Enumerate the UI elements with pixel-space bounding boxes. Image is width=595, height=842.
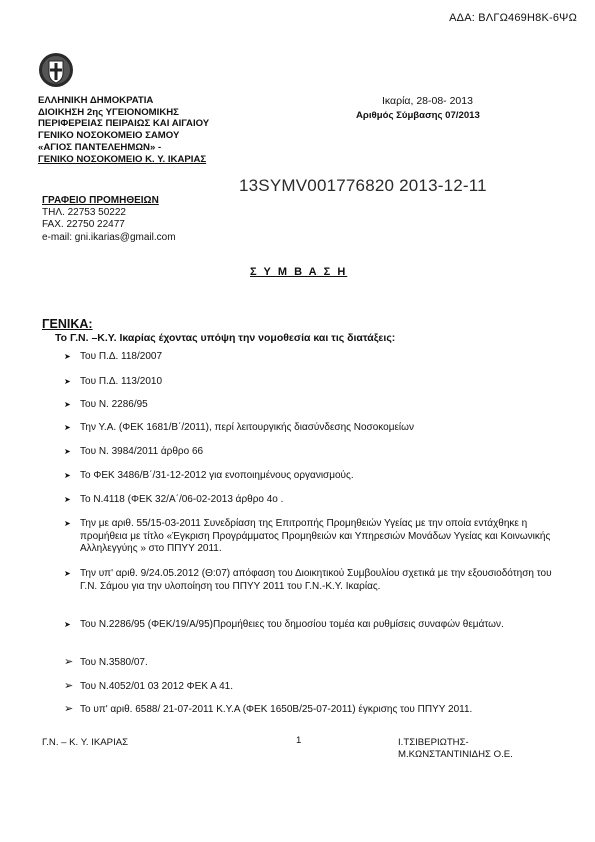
list-item: ➤ Την με αριθ. 55/15-03-2011 Συνεδρίαση της Επιτροπής Προμηθειών Υγείας με την οποία εντάχθηκε η προμήθεια με τίτλο «Έγκριση Προγράμματος Προμηθειών και Υπηρεσιών Μονάδων Υγείας και Κοινωνικής Αλληλεγγύης » στο ΠΠΥΥ 2011. (64, 518, 551, 554)
bullet-arrow-icon: ➤ (64, 377, 71, 386)
bullet-arrow-icon: ➤ (64, 447, 71, 456)
list-item: ➤ Του Π.Δ. 113/2010 (64, 376, 163, 387)
office-email: e-mail: gni.ikarias@gmail.com (42, 231, 176, 243)
section-intro: Το Γ.Ν. –Κ.Υ. Ικαρίας έχοντας υπόψη την νομοθεσία και τις διατάξεις: (55, 332, 396, 344)
footer-hospital: Γ.Ν. – Κ. Υ. ΙΚΑΡΙΑΣ (42, 737, 129, 748)
greek-coat-of-arms-icon (38, 52, 74, 88)
contractor-line: Ι.ΤΣΙΒΕΡΙΩΤΗΣ- (398, 737, 469, 748)
list-item: ➢ Του Ν.3580/07. (64, 656, 148, 668)
contract-number: Αριθμός Σύμβασης 07/2013 (356, 110, 480, 121)
office-title: ΓΡΑΦΕΙΟ ΠΡΟΜΗΘΕΙΩΝ (42, 195, 159, 206)
header-line: ΔΙΟΙΚΗΣΗ 2ης ΥΓΕΙΟΝΟΜΙΚΗΣ (38, 106, 179, 118)
bullet-arrow-icon: ➢ (64, 680, 74, 692)
issuer-header (38, 95, 209, 165)
bullet-arrow-icon: ➤ (64, 423, 71, 432)
bullet-arrow-icon: ➢ (64, 703, 74, 715)
header-line: ΕΛΛΗΝΙΚΗ ΔΗΜΟΚΡΑΤΙΑ (38, 95, 154, 106)
bullet-arrow-icon: ➤ (64, 495, 71, 504)
list-item: ➤ Του Π.Δ. 118/2007 (64, 351, 163, 362)
list-item: ➤ Το ΦΕΚ 3486/Β΄/31-12-2012 για ενοποιημένους οργανισμούς. (64, 470, 354, 481)
document-title: Σ Υ Μ Β Α Σ Η (250, 266, 348, 278)
registry-stamp: 13SYMV001776820 2013-12-11 (239, 176, 487, 195)
list-item: ➤ Του Ν.2286/95 (ΦΕΚ/19/Α/95)Προμήθειες του δημοσίου τομέα και ρυθμίσεις συναφών θεμάτων. (64, 619, 504, 630)
list-item: ➤ Του Ν. 2286/95 (64, 399, 148, 410)
page-number: 1 (296, 735, 302, 746)
list-item: ➤ Το Ν.4118 (ΦΕΚ 32/Α΄/06-02-2013 άρθρο 4ο . (64, 494, 284, 505)
list-item: ➢ Του Ν.4052/01 03 2012 ΦΕΚ Α 41. (64, 680, 234, 692)
list-item: ➤ Την υπ' αριθ. 9/24.05.2012 (Θ:07) απόφαση του Διοικητικού Συμβουλίου σχετικά με την εξουσιοδότηση του Γ.Ν. Σάμου για την υλοποίηση του ΠΠΥΥ 2011 του Γ.Ν.-Κ.Υ. Ικαρίας. (64, 568, 552, 592)
bullet-arrow-icon: ➢ (64, 656, 74, 668)
contractor-line: Μ.ΚΩΝΣΤΑΝΤΙΝΙΔΗΣ Ο.Ε. (398, 749, 513, 760)
header-line: ΠΕΡΙΦΕΡΕΙΑΣ ΠΕΙΡΑΙΩΣ ΚΑΙ ΑΙΓΑΙΟΥ (38, 118, 210, 130)
bullet-arrow-icon: ➤ (64, 471, 71, 480)
header-line: ΓΕΝΙΚΟ ΝΟΣΟΚΟΜΕΙΟ ΣΑΜΟΥ (38, 130, 180, 142)
bullet-arrow-icon: ➤ (64, 620, 71, 629)
header-line: ΓΕΝΙΚΟ ΝΟΣΟΚΟΜΕΙΟ Κ. Υ. ΙΚΑΡΙΑΣ (38, 153, 207, 165)
ada-code: ΑΔΑ: ΒΛΓΩ469Η8Κ-6ΨΩ (449, 12, 577, 24)
list-item: ➤ Του Ν. 3984/2011 άρθρο 66 (64, 446, 204, 457)
office-contact-block (42, 195, 176, 244)
bullet-arrow-icon: ➤ (64, 400, 71, 409)
list-item: ➤ Την Υ.Α. (ΦΕΚ 1681/Β΄/2011), περί λειτουργικής διασύνδεσης Νοσοκομείων (64, 422, 414, 433)
list-item: ➢ Το υπ' αριθ. 6588/ 21-07-2011 Κ.Υ.Α (ΦΕΚ 1650Β/25-07-2011) έγκρισης του ΠΠΥΥ 2011. (64, 703, 473, 715)
bullet-arrow-icon: ➤ (64, 352, 71, 361)
footer-contractor (398, 737, 513, 761)
office-fax: FAX. 22750 22477 (42, 219, 125, 231)
bullet-arrow-icon: ➤ (64, 569, 71, 578)
bullet-arrow-icon: ➤ (64, 519, 71, 528)
header-line: «ΑΓΙΟΣ ΠΑΝΤΕΛΕΗΜΩΝ» - (38, 141, 162, 153)
document-date: Ικαρία, 28-08- 2013 (382, 95, 473, 107)
section-heading: ΓΕΝΙΚΑ: (42, 317, 93, 331)
office-phone: ΤΗΛ. 22753 50222 (42, 207, 126, 219)
